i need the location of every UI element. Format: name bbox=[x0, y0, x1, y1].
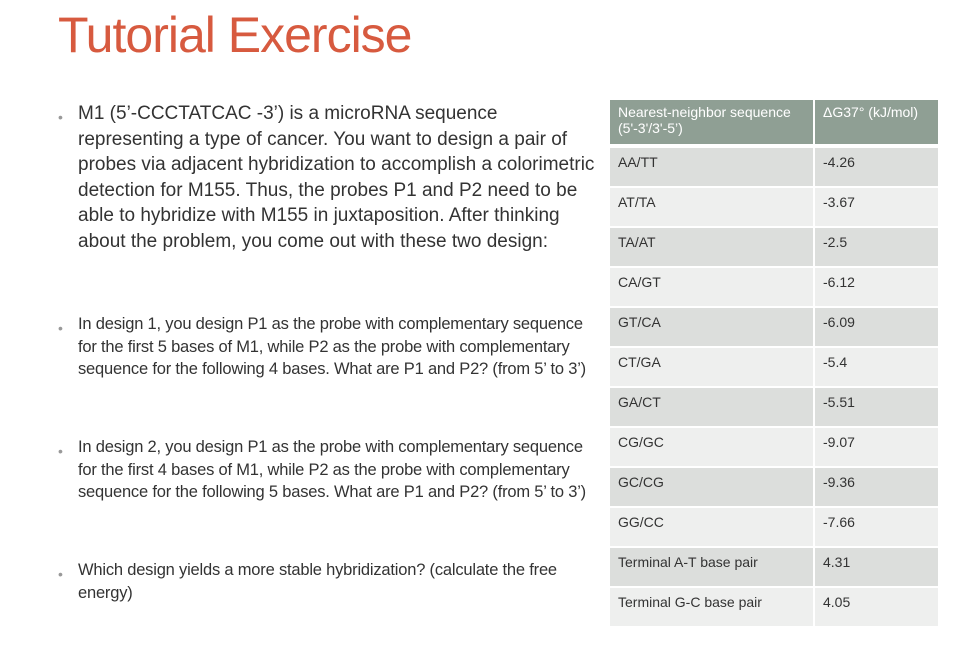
sequence-cell: GC/CG bbox=[609, 467, 814, 507]
sequence-cell: AA/TT bbox=[609, 146, 814, 187]
table-row bbox=[609, 427, 939, 467]
table-row bbox=[609, 507, 939, 547]
bullet-dot: • bbox=[58, 443, 63, 459]
header-sequence: Nearest-neighbor sequence (5'-3'/3'-5’) bbox=[609, 99, 814, 146]
delta-g-cell: 4.31 bbox=[814, 547, 939, 587]
sequence-cell: Terminal A-T base pair bbox=[609, 547, 814, 587]
table-row bbox=[609, 146, 939, 187]
delta-g-cell: 4.05 bbox=[814, 587, 939, 627]
delta-g-cell: -4.26 bbox=[814, 146, 939, 187]
delta-g-cell: -9.07 bbox=[814, 427, 939, 467]
bullet-question bbox=[58, 559, 603, 604]
table-row bbox=[609, 547, 939, 587]
bullet-text: M1 (5’-CCCTATCAC -3’) is a microRNA sequence representing a type of cancer. You want to design a pair of probes via adjacent hybridization to accomplish a colorimetric detection for M155. Thus, the probes P1 and P2 need to be able to hybridize with M155 in juxtaposition. After thinking about the problem, you come out with these two design: bbox=[78, 103, 595, 252]
bullet-design-1 bbox=[58, 313, 603, 381]
sequence-cell: AT/TA bbox=[609, 187, 814, 227]
sequence-cell: CA/GT bbox=[609, 267, 814, 307]
slide-title: Tutorial Exercise bbox=[58, 7, 412, 63]
table-row bbox=[609, 267, 939, 307]
bullet-intro bbox=[58, 101, 603, 254]
sequence-cell: Terminal G-C base pair bbox=[609, 587, 814, 627]
sequence-cell: GA/CT bbox=[609, 387, 814, 427]
bullet-dot: • bbox=[58, 109, 63, 125]
bullet-text: Which design yields a more stable hybridization? (calculate the free energy) bbox=[78, 561, 557, 602]
bullet-design-2 bbox=[58, 436, 603, 504]
sequence-cell: CG/GC bbox=[609, 427, 814, 467]
table-row bbox=[609, 307, 939, 347]
sequence-cell: GT/CA bbox=[609, 307, 814, 347]
delta-g-cell: -3.67 bbox=[814, 187, 939, 227]
table-row bbox=[609, 347, 939, 387]
delta-g-cell: -6.09 bbox=[814, 307, 939, 347]
bullet-dot: • bbox=[58, 320, 63, 336]
table-row bbox=[609, 467, 939, 507]
table-row bbox=[609, 387, 939, 427]
header-delta-g: ΔG37° (kJ/mol) bbox=[814, 99, 939, 146]
bullet-text: In design 2, you design P1 as the probe with complementary sequence for the first 4 bases of M1, while P2 as the probe with complementary sequence for the following 5 bases. What are P1 and P2? (from 5’ to 3’) bbox=[78, 438, 586, 501]
delta-g-cell: -9.36 bbox=[814, 467, 939, 507]
sequence-cell: TA/AT bbox=[609, 227, 814, 267]
sequence-cell: CT/GA bbox=[609, 347, 814, 387]
nearest-neighbor-table bbox=[608, 98, 940, 628]
table-header-row bbox=[609, 99, 939, 146]
table-row bbox=[609, 587, 939, 627]
table-row bbox=[609, 187, 939, 227]
table-row bbox=[609, 227, 939, 267]
bullet-text: In design 1, you design P1 as the probe with complementary sequence for the first 5 bases of M1, while P2 as the probe with complementary sequence for the following 4 bases. What are P1 and P2? (from 5’ to 3’) bbox=[78, 315, 586, 378]
delta-g-cell: -6.12 bbox=[814, 267, 939, 307]
bullet-dot: • bbox=[58, 566, 63, 582]
delta-g-cell: -2.5 bbox=[814, 227, 939, 267]
delta-g-cell: -7.66 bbox=[814, 507, 939, 547]
sequence-cell: GG/CC bbox=[609, 507, 814, 547]
delta-g-cell: -5.51 bbox=[814, 387, 939, 427]
delta-g-cell: -5.4 bbox=[814, 347, 939, 387]
